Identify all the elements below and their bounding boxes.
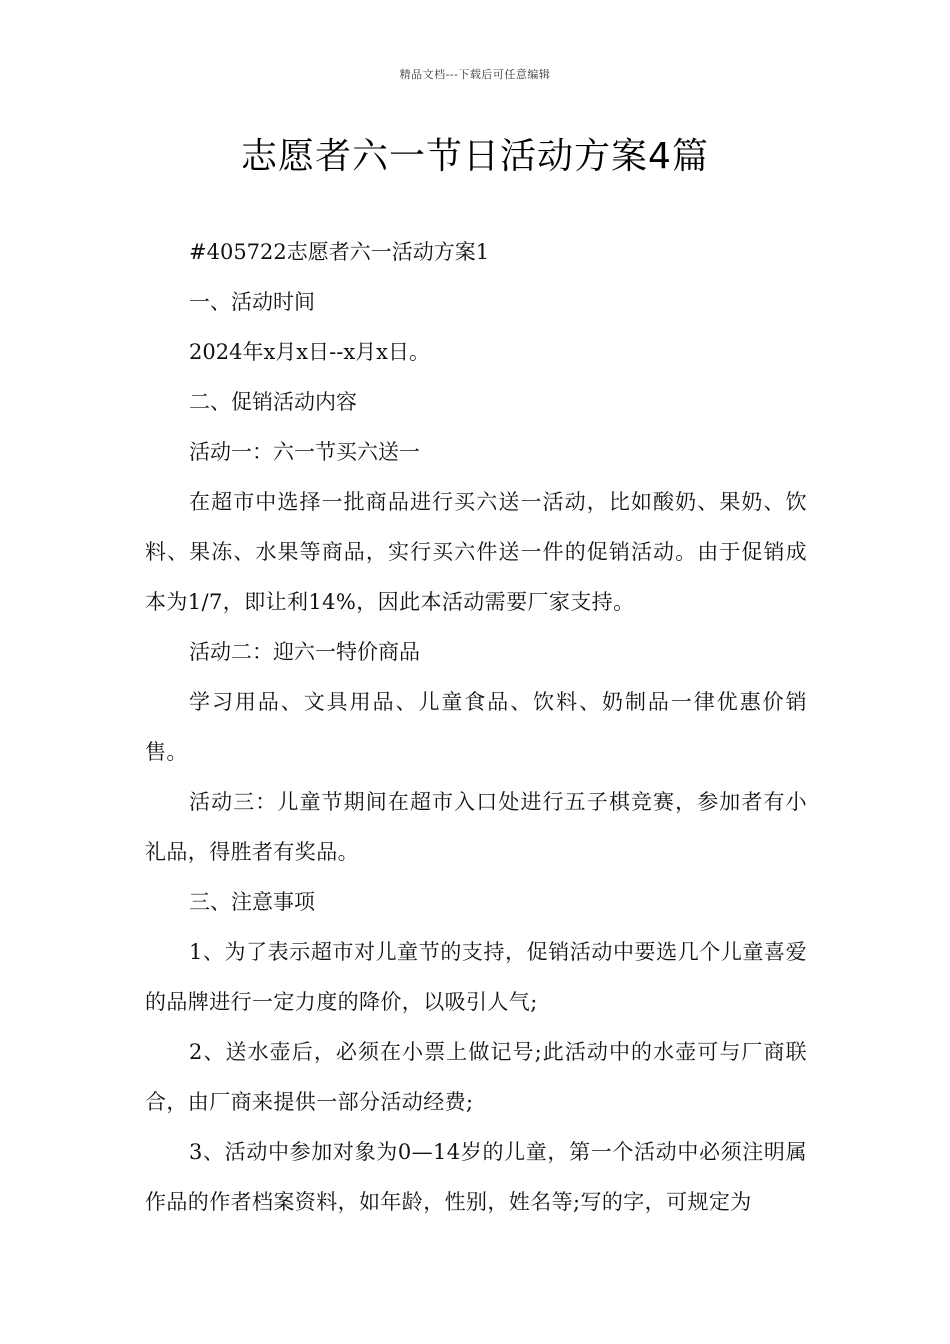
paragraph-section-promotion: 二、促销活动内容	[189, 390, 357, 414]
paragraph-activity-one: 活动一：六一节买六送一	[189, 440, 420, 464]
paragraph-note-three: 3、活动中参加对象为0—14岁的儿童，第一个活动中必须注明属作品的作者档案资料，如年龄，性别，姓名等;写的字，可规定为	[145, 1140, 807, 1214]
paragraph-plan-heading: #405722志愿者六一活动方案1	[189, 240, 490, 264]
paragraph-note-two: 2、送水壶后，必须在小票上做记号;此活动中的水壶可与厂商联合，由厂商来提供一部分活动经费;	[145, 1040, 807, 1114]
paragraph-section-time: 一、活动时间	[189, 290, 315, 314]
paragraph-activity-two: 活动二：迎六一特价商品	[189, 640, 420, 664]
document-title: 志愿者六一节日活动方案4篇	[241, 136, 709, 177]
paragraph-date-range: 2024年x月x日--x月x日。	[189, 340, 431, 364]
paragraph-activity-three: 活动三：儿童节期间在超市入口处进行五子棋竞赛，参加者有小礼品，得胜者有奖品。	[145, 790, 807, 864]
paragraph-activity-two-detail: 学习用品、文具用品、儿童食品、饮料、奶制品一律优惠价销售。	[145, 690, 807, 764]
header-note: 精品文档---下载后可任意编辑	[399, 68, 551, 81]
paragraph-note-one: 1、为了表示超市对儿童节的支持，促销活动中要选几个儿童喜爱的品牌进行一定力度的降价，以吸引人气;	[145, 940, 807, 1014]
paragraph-activity-one-detail: 在超市中选择一批商品进行买六送一活动，比如酸奶、果奶、饮料、果冻、水果等商品，实行买六件送一件的促销活动。由于促销成本为1/7，即让利14%，因此本活动需要厂家支持。	[145, 490, 807, 614]
paragraph-section-notes: 三、注意事项	[189, 890, 315, 914]
document-body	[145, 227, 807, 1227]
